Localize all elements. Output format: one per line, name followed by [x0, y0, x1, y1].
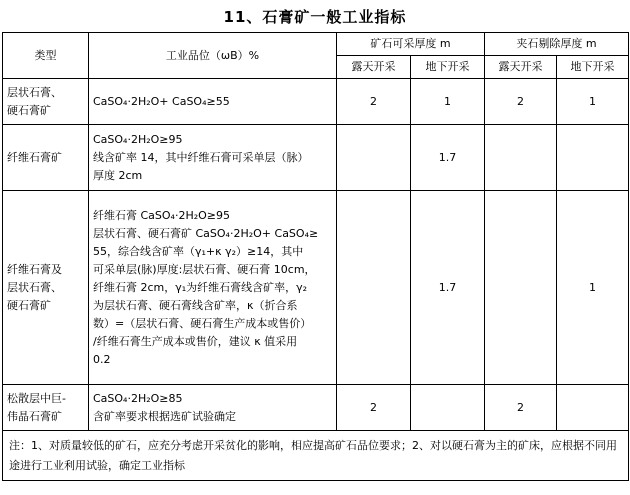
cell-rej-under: 1	[557, 191, 629, 385]
cell-grade	[89, 125, 337, 191]
grade-line: 含矿率要求根据选矿试验确定	[93, 409, 236, 423]
table-row	[3, 79, 629, 125]
cell-min-open	[337, 125, 411, 191]
cell-rej-under	[557, 385, 629, 431]
cell-type	[3, 125, 89, 191]
header-reject-thickness: 夹石剔除厚度 m	[485, 33, 629, 56]
cell-rej-open	[485, 191, 557, 385]
header-type: 类型	[3, 33, 89, 79]
grade-line: 55，综合线含矿率（γ₁+κ γ₂）≥14，其中	[93, 244, 304, 258]
table-row	[3, 191, 629, 385]
grade-line: 可采单层(脉)厚度:层状石膏、硬石膏 10cm，	[93, 262, 316, 276]
type-line: 层状石膏、	[7, 280, 62, 294]
grade-line: 纤维石膏 CaSO₄·2H₂O≥95	[93, 208, 231, 222]
note-row	[3, 431, 629, 481]
cell-grade	[89, 79, 337, 125]
grade-line: 厚度 2cm	[93, 168, 143, 182]
table-row	[3, 125, 629, 191]
cell-type	[3, 385, 89, 431]
cell-rej-open: 2	[485, 385, 557, 431]
grade-line: CaSO₄·2H₂O≥85	[93, 391, 183, 405]
type-line: 伟晶石膏矿	[7, 409, 62, 423]
cell-type	[3, 79, 89, 125]
grade-line: 0.2	[93, 352, 111, 366]
type-line: 硬石膏矿	[7, 298, 51, 312]
cell-min-under: 1	[411, 79, 485, 125]
subheader-open-pit: 露天开采	[485, 56, 557, 79]
type-line: 层状石膏、	[7, 85, 62, 99]
grade-line: 纤维石膏 2cm，γ₁为纤维石膏线含矿率，γ₂	[93, 280, 308, 294]
header-row	[3, 33, 629, 56]
grade-line: CaSO₄·2H₂O+ CaSO₄≥55	[93, 94, 230, 108]
grade-line: 线含矿率 14，其中纤维石膏可采单层（脉）	[93, 150, 309, 164]
subheader-open-pit: 露天开采	[337, 56, 411, 79]
cell-rej-under	[557, 125, 629, 191]
cell-grade	[89, 191, 337, 385]
cell-min-open	[337, 191, 411, 385]
cell-rej-open: 2	[485, 79, 557, 125]
subheader-underground: 地下开采	[557, 56, 629, 79]
cell-type	[3, 191, 89, 385]
type-line: 纤维石膏及	[7, 262, 62, 276]
cell-min-open: 2	[337, 79, 411, 125]
cell-min-under	[411, 385, 485, 431]
cell-min-under: 1.7	[411, 125, 485, 191]
table-row	[3, 385, 629, 431]
grade-line: 数）=（层状石膏、硬石膏生产成本或售价）	[93, 316, 312, 330]
grade-line: 层状石膏、硬石膏矿 CaSO₄·2H₂O+ CaSO₄≥	[93, 226, 319, 240]
cell-min-under: 1.7	[411, 191, 485, 385]
grade-line: CaSO₄·2H₂O≥95	[93, 132, 183, 146]
table-note: 注：1、对质量较低的矿石，应充分考虑开采贫化的影响，相应提高矿石品位要求；2、对以硬石膏为主的矿床，应根据不同用途进行工业利用试验，确定工业指标	[3, 431, 629, 481]
cell-min-open: 2	[337, 385, 411, 431]
type-line: 硬石膏矿	[7, 103, 51, 117]
type-line: 纤维石膏矿	[7, 150, 62, 164]
header-grade: 工业品位（ωB）%	[89, 33, 337, 79]
cell-rej-open	[485, 125, 557, 191]
cell-rej-under: 1	[557, 79, 629, 125]
indicator-table	[2, 32, 629, 481]
grade-line: 为层状石膏、硬石膏线含矿率，κ（折合系	[93, 298, 298, 312]
subheader-underground: 地下开采	[411, 56, 485, 79]
type-line: 松散层中巨-	[7, 391, 66, 405]
header-min-thickness: 矿石可采厚度 m	[337, 33, 485, 56]
cell-grade	[89, 385, 337, 431]
grade-line: /纤维石膏生产成本或售价，建议 κ 值采用	[93, 334, 298, 348]
page-title: 11、石膏矿一般工业指标	[223, 8, 407, 26]
